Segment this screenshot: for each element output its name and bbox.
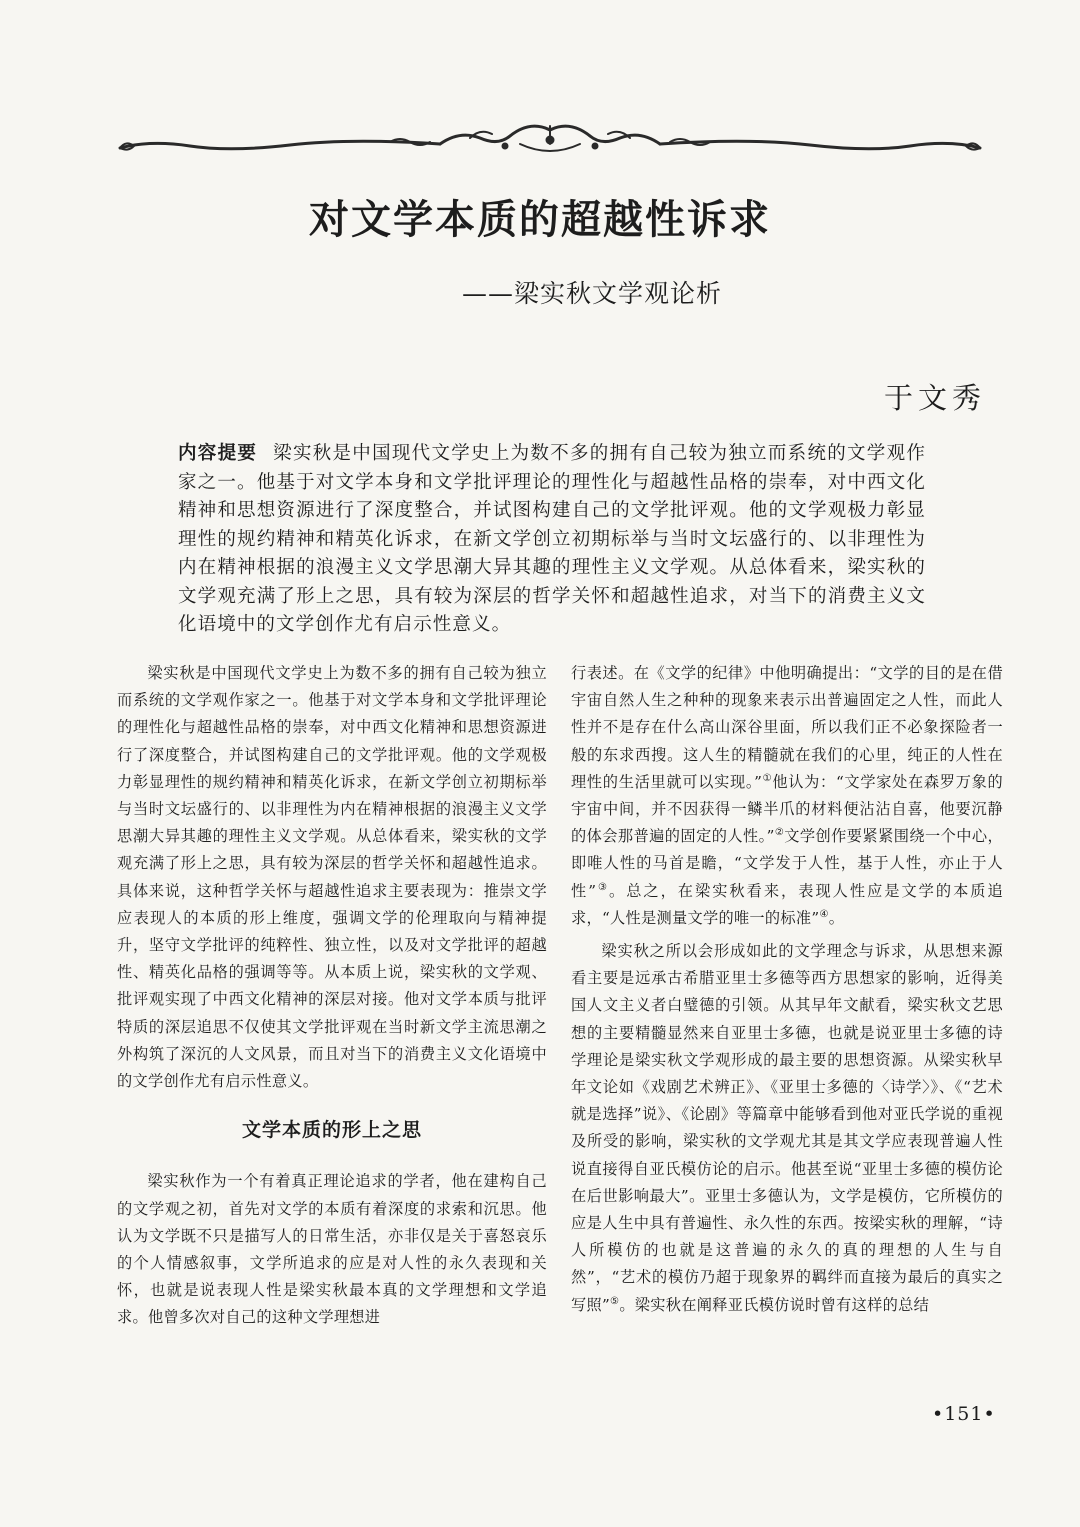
abstract-label: 内容提要 <box>178 443 258 464</box>
footnote-marker-2: ② <box>774 827 785 839</box>
section-heading: 文学本质的形上之思 <box>241 1119 422 1142</box>
author-name: 于文秀 <box>883 381 986 415</box>
section-paragraph: 梁实秋作为一个有着真正理论追求的学者，他在建构自己的文学观之初，首先对文学的本质有着深度的求索和沉思。他认为文学既不只是描写人的日常生活，亦非仅是关于喜怒哀乐的个人情感叙事，文学所追求的应是对人性的永久表现和关怀，也就是说表现人性是梁实秋最本真的文学理想和文学追求。他曾多次对自己的这种文学理想进 <box>117 1172 547 1327</box>
article-title: 对文学本质的超越性诉求 <box>309 196 771 243</box>
abstract <box>178 440 926 640</box>
article-subtitle: ——梁实秋文学观论析 <box>462 279 723 308</box>
para1-text-d: 。总之，在梁实秋看来，表现人性应是文学的本质追求，“人性是测量文学的唯一的标准” <box>571 881 1003 927</box>
right-column <box>571 660 1003 1319</box>
intro-paragraph: 梁实秋是中国现代文学史上为数不多的拥有自己较为独立而系统的文学观作家之一。他基于对文学本身和文学批评理论的理性化与超越性品格的崇奉，对中西文化精神和思想资源进行了深度整合，并试图构建自己的文学批评观。他的文学观极力彰显理性的规约精神和精英化诉求，在新文学创立初期标举与当时文坛盛行的、以非理性为内在精神根据的浪漫主义文学思潮大异其趣的理性主义文学观。从总体看来，梁实秋的文学观充满了形上之思，具有较为深层的哲学关怀和超越性追求。具体来说，这种哲学关怀与超越性追求主要表现为：推崇文学应表现人的本质的形上维度，强调文学的伦理取向与精神提升，坚守文学批评的纯粹性、独立性，以及对文学批评的超越性、精英化品格的强调等等。从本质上说，梁实秋的文学观、批评观实现了中西文化精神的深层对接。他对文学本质与批评特质的深层追思不仅使其文学批评观在当时新文学主流思潮之外构筑了深沉的人文风景，而且对当下的消费主义文化语境中的文学创作尤有启示性意义。 <box>117 664 547 1091</box>
decorative-ornament-rule <box>110 118 990 166</box>
para1-text-e: 。 <box>828 908 845 927</box>
paragraph-2 <box>571 938 1003 1319</box>
footnote-marker-4: ④ <box>819 908 829 920</box>
footnote-marker-3: ③ <box>596 881 609 893</box>
para2-text-a: 梁实秋之所以会形成如此的文学理念与诉求，从思想来源看主要是远承古希腊亚里士多德等西方思想家的影响，近得美国人文主义者白璧德的引领。从其早年文献看，梁实秋文艺思想的主要精髓显然来自亚里士多德，也就是说亚里士多德的诗学理论是梁实秋文学观形成的最主要的思想资源。从梁实秋早年文论如《戏剧艺术辨正》、《亚里士多德的〈诗学〉》、《“艺术就是选择”说》、《论剧》等篇章中能够看到他对亚氏学说的重视及所受的影响，梁实秋的文学观尤其是其文学应表现普遍人性说直接得自亚氏模仿论的启示。他甚至说“亚里士多德的模仿论在后世影响最大”。亚里士多德认为，文学是模仿，它所模仿的应是人生中具有普遍性、永久性的东西。按梁实秋的理解，“诗人所模仿的也就是这普遍的永久的真的理想的人生与自然”，“艺术的模仿乃超于现象界的羁绊而直接为最后的真实之写照” <box>571 942 1003 1314</box>
para1-text-a: 行表述。在《文学的纪律》中他明确提出：“文学的目的是在借宇宙自然人生之种种的现象来表示出普遍固定之人性，而此人性并不是存在什么高山深谷里面，所以我们正不必象探险者一般的东求西搜。这人生的精髓就在我们的心里，纯正的人性在理性的生活里就可以实现。” <box>571 664 1003 791</box>
continued-paragraph <box>571 660 1003 932</box>
para2-text-b: 。梁实秋在阐释亚氏模仿说时曾有这样的总结 <box>619 1295 930 1314</box>
left-column <box>117 660 547 1332</box>
page-number: •151• <box>932 1403 996 1425</box>
footnote-marker-5: ⑤ <box>610 1295 620 1307</box>
para1-text-c: 文学创作要紧紧围绕一个中心，即唯人性的马首是瞻，“文学发于人性，基于人性，亦止于人性” <box>571 827 1003 900</box>
para1-text-b: 他认为：“文学家处在森罗万象的宇宙中间，并不因获得一鳞半爪的材料便沾沾自喜，他要沉静的体会那普遍的固定的人性。” <box>571 772 1003 846</box>
footnote-marker-1: ① <box>762 772 773 784</box>
abstract-text: 梁实秋是中国现代文学史上为数不多的拥有自己较为独立而系统的文学观作家之一。他基于对文学本身和文学批评理论的理性化与超越性品格的崇奉，对中西文化精神和思想资源进行了深度整合，并试图构建自己的文学批评观。他的文学观极力彰显理性的规约精神和精英化诉求，在新文学创立初期标举与当时文坛盛行的、以非理性为内在精神根据的浪漫主义文学思潮大异其趣的理性主义文学观。从总体看来，梁实秋的文学观充满了形上之思，具有较为深层的哲学关怀和超越性追求，对当下的消费主义文化语境中的文学创作尤有启示性意义。 <box>178 443 926 635</box>
